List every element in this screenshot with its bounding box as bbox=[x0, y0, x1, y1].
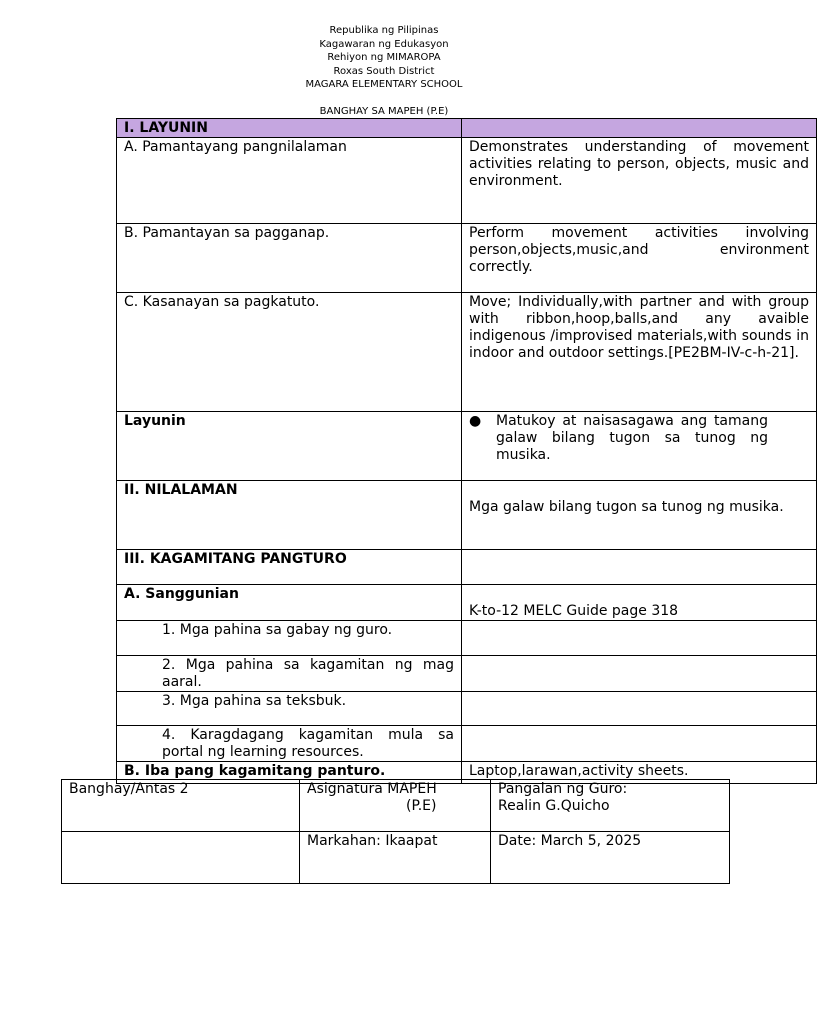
row-value-cell bbox=[462, 412, 817, 481]
empty-cell bbox=[462, 119, 817, 138]
row-value-cell bbox=[462, 293, 817, 412]
table-row bbox=[117, 412, 817, 481]
empty-cell bbox=[62, 832, 300, 884]
row-label: 3. Mga pahina sa teksbuk. bbox=[117, 692, 462, 726]
table-row bbox=[117, 585, 817, 621]
header-department: Kagawaran ng Edukasyon bbox=[319, 38, 449, 50]
quarter-cell bbox=[300, 832, 491, 884]
table-row bbox=[62, 832, 730, 884]
row-label: 4. Karagdagang kagamitan mula sa portal ng learning resources. bbox=[117, 726, 462, 762]
row-value: Mga galaw bilang tugon sa tunog ng musika. bbox=[469, 499, 784, 515]
row-value: Demonstrates understanding of movement activities relating to person, objects, music and environment. bbox=[469, 139, 809, 189]
header-region: Rehiyon ng MIMAROPA bbox=[327, 52, 441, 63]
row-label: A. Sanggunian bbox=[117, 585, 462, 621]
quarter: Markahan: Ikaapat bbox=[307, 833, 438, 849]
table-row bbox=[117, 293, 817, 412]
table-row bbox=[117, 692, 817, 726]
row-value: Matukoy at naisasagawa ang tamang galaw bilang tugon sa tunog ng musika. bbox=[496, 413, 768, 463]
row-label: B. Pamantayan sa pagganap. bbox=[117, 224, 462, 293]
teacher-label: Pangalan ng Guro: bbox=[498, 781, 628, 797]
grade-level: Banghay/Antas 2 bbox=[69, 781, 189, 797]
lesson-info-table bbox=[61, 779, 730, 884]
table-row bbox=[117, 224, 817, 293]
empty-cell bbox=[462, 692, 817, 726]
table-row bbox=[117, 138, 817, 224]
empty-cell bbox=[462, 550, 817, 585]
row-value-cell bbox=[462, 481, 817, 550]
teacher-cell bbox=[491, 780, 730, 832]
teacher-name: Realin G.Quicho bbox=[498, 798, 610, 814]
row-value-cell bbox=[462, 138, 817, 224]
document-title: BANGHAY SA MAPEH (P.E) bbox=[319, 105, 449, 117]
section-row-layunin bbox=[117, 119, 817, 138]
lesson-plan-table bbox=[116, 118, 817, 784]
document-header bbox=[0, 24, 768, 118]
row-value-cell bbox=[462, 585, 817, 621]
table-row bbox=[117, 481, 817, 550]
row-label: III. KAGAMITANG PANGTURO bbox=[117, 550, 462, 585]
table-row bbox=[62, 780, 730, 832]
row-value: Laptop,larawan,activity sheets. bbox=[469, 763, 689, 779]
row-label: 2. Mga pahina sa kagamitan ng mag aaral. bbox=[117, 656, 462, 692]
row-value: K-to-12 MELC Guide page 318 bbox=[469, 603, 679, 619]
empty-cell bbox=[462, 726, 817, 762]
header-republic: Republika ng Pilipinas bbox=[329, 25, 439, 36]
row-label: C. Kasanayan sa pagkatuto. bbox=[117, 293, 462, 412]
subject-pe: (P.E) bbox=[406, 798, 437, 814]
table-row bbox=[117, 621, 817, 656]
table-row bbox=[117, 550, 817, 585]
subject-label: Asignatura MAPEH bbox=[307, 781, 437, 797]
bullet-icon: ● bbox=[469, 413, 482, 429]
table-row bbox=[117, 656, 817, 692]
empty-cell bbox=[462, 656, 817, 692]
row-value: Perform movement activities involving person,objects,music,and environment correctly. bbox=[469, 225, 809, 275]
table-row bbox=[117, 726, 817, 762]
row-value-cell bbox=[462, 224, 817, 293]
row-label: II. NILALAMAN bbox=[117, 481, 462, 550]
lesson-date: Date: March 5, 2025 bbox=[498, 833, 642, 849]
empty-cell bbox=[462, 621, 817, 656]
subject-cell bbox=[300, 780, 491, 832]
row-label: A. Pamantayang pangnilalaman bbox=[117, 138, 462, 224]
header-district: Roxas South District bbox=[333, 65, 435, 77]
date-cell bbox=[491, 832, 730, 884]
grade-level-cell bbox=[62, 780, 300, 832]
row-label: 1. Mga pahina sa gabay ng guro. bbox=[117, 621, 462, 656]
row-value: Move; Individually,with partner and with group with ribbon,hoop,balls,and any avaible indigenous /improvised materials,with sounds in indoor and outdoor settings.[PE2BM-IV-c-h-21]. bbox=[469, 294, 809, 361]
section-heading-layunin: I. LAYUNIN bbox=[117, 119, 462, 138]
header-school: MAGARA ELEMENTARY SCHOOL bbox=[305, 79, 463, 90]
row-label: Layunin bbox=[117, 412, 462, 481]
row-label: B. Iba pang kagamitang panturo. bbox=[117, 762, 462, 784]
